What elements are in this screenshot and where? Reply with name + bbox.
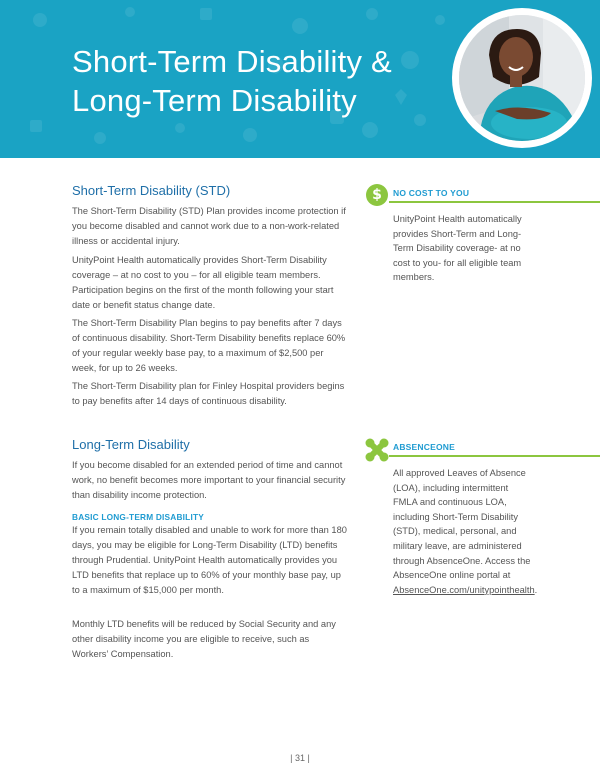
header-banner xyxy=(0,0,600,158)
page-title xyxy=(72,42,392,120)
page-number: | 31 | xyxy=(290,753,310,763)
page-title-line-1: Short-Term Disability & xyxy=(72,44,392,79)
ltd-paragraph-1: If you remain totally disabled and unable to work for more than 180 days, you may be eligible for Long-Term Disability (LTD) benefits through Prudential. UnityPoint Health automatically provides you LTD benefits that replace up to 60% of your monthly base pay, up to a maximum of $15,000 per month. xyxy=(72,525,347,595)
ltd-paragraph-2: Monthly LTD benefits will be reduced by Social Security and any other disability income you are eligible to receive, such as Workers’ Compensation. xyxy=(72,619,336,659)
absenceone-body: All approved Leaves of Absence (LOA), including intermittent FMLA and continuous LOA, including Short-Term Disability (STD), medical, personal, and military leave, are administered through AbsenceOne. Access the AbsenceOne online portal at xyxy=(393,468,531,581)
std-paragraph-1: The Short-Term Disability (STD) Plan provides income protection if you become disabled and cannot work due to a non-work-related illness or accidental injury. xyxy=(72,206,346,246)
std-heading: Short-Term Disability (STD) xyxy=(72,183,231,198)
std-paragraph-3: The Short-Term Disability Plan begins to pay benefits after 7 days of continuous disability. Short-Term Disability benefits replace 60% of your regular weekly base pay, to a maximum of $2,500 per week, for up to 26 weeks. xyxy=(72,318,346,373)
smiling-woman-photo xyxy=(459,15,585,141)
absenceone-label: ABSENCEONE xyxy=(393,442,455,452)
std-paragraph-4: The Short-Term Disability plan for Finley Hospital providers begins to pay benefits after 14 days of continuous disability. xyxy=(72,381,345,406)
absenceone-text xyxy=(393,466,538,597)
ltd-intro: If you become disabled for an extended period of time and cannot work, no benefit becomes more important to your financial security than disability income protection. xyxy=(72,460,346,500)
absenceone-divider xyxy=(389,455,600,457)
no-cost-divider xyxy=(389,201,600,203)
no-cost-text: UnityPoint Health automatically provides Short-Term and Long-Term Disability coverage- at no cost to you- for all eligible team members. xyxy=(393,214,522,283)
dollar-icon: $ xyxy=(366,184,388,206)
absenceone-logo-icon xyxy=(365,438,389,462)
no-cost-label: NO COST TO YOU xyxy=(393,188,470,198)
std-paragraph-2: UnityPoint Health automatically provides Short-Term Disability coverage – at no cost to you – for all eligible team members. Participation begins on the first of the month following your start date or benefit status change date. xyxy=(72,255,334,310)
ltd-subheading: BASIC LONG-TERM DISABILITY xyxy=(72,512,204,522)
ltd-heading: Long-Term Disability xyxy=(72,437,190,452)
absenceone-text-end: . xyxy=(534,584,538,595)
page-title-line-2: Long-Term Disability xyxy=(72,83,357,118)
absenceone-portal-link[interactable]: AbsenceOne.com/unitypointhealth xyxy=(393,584,535,595)
